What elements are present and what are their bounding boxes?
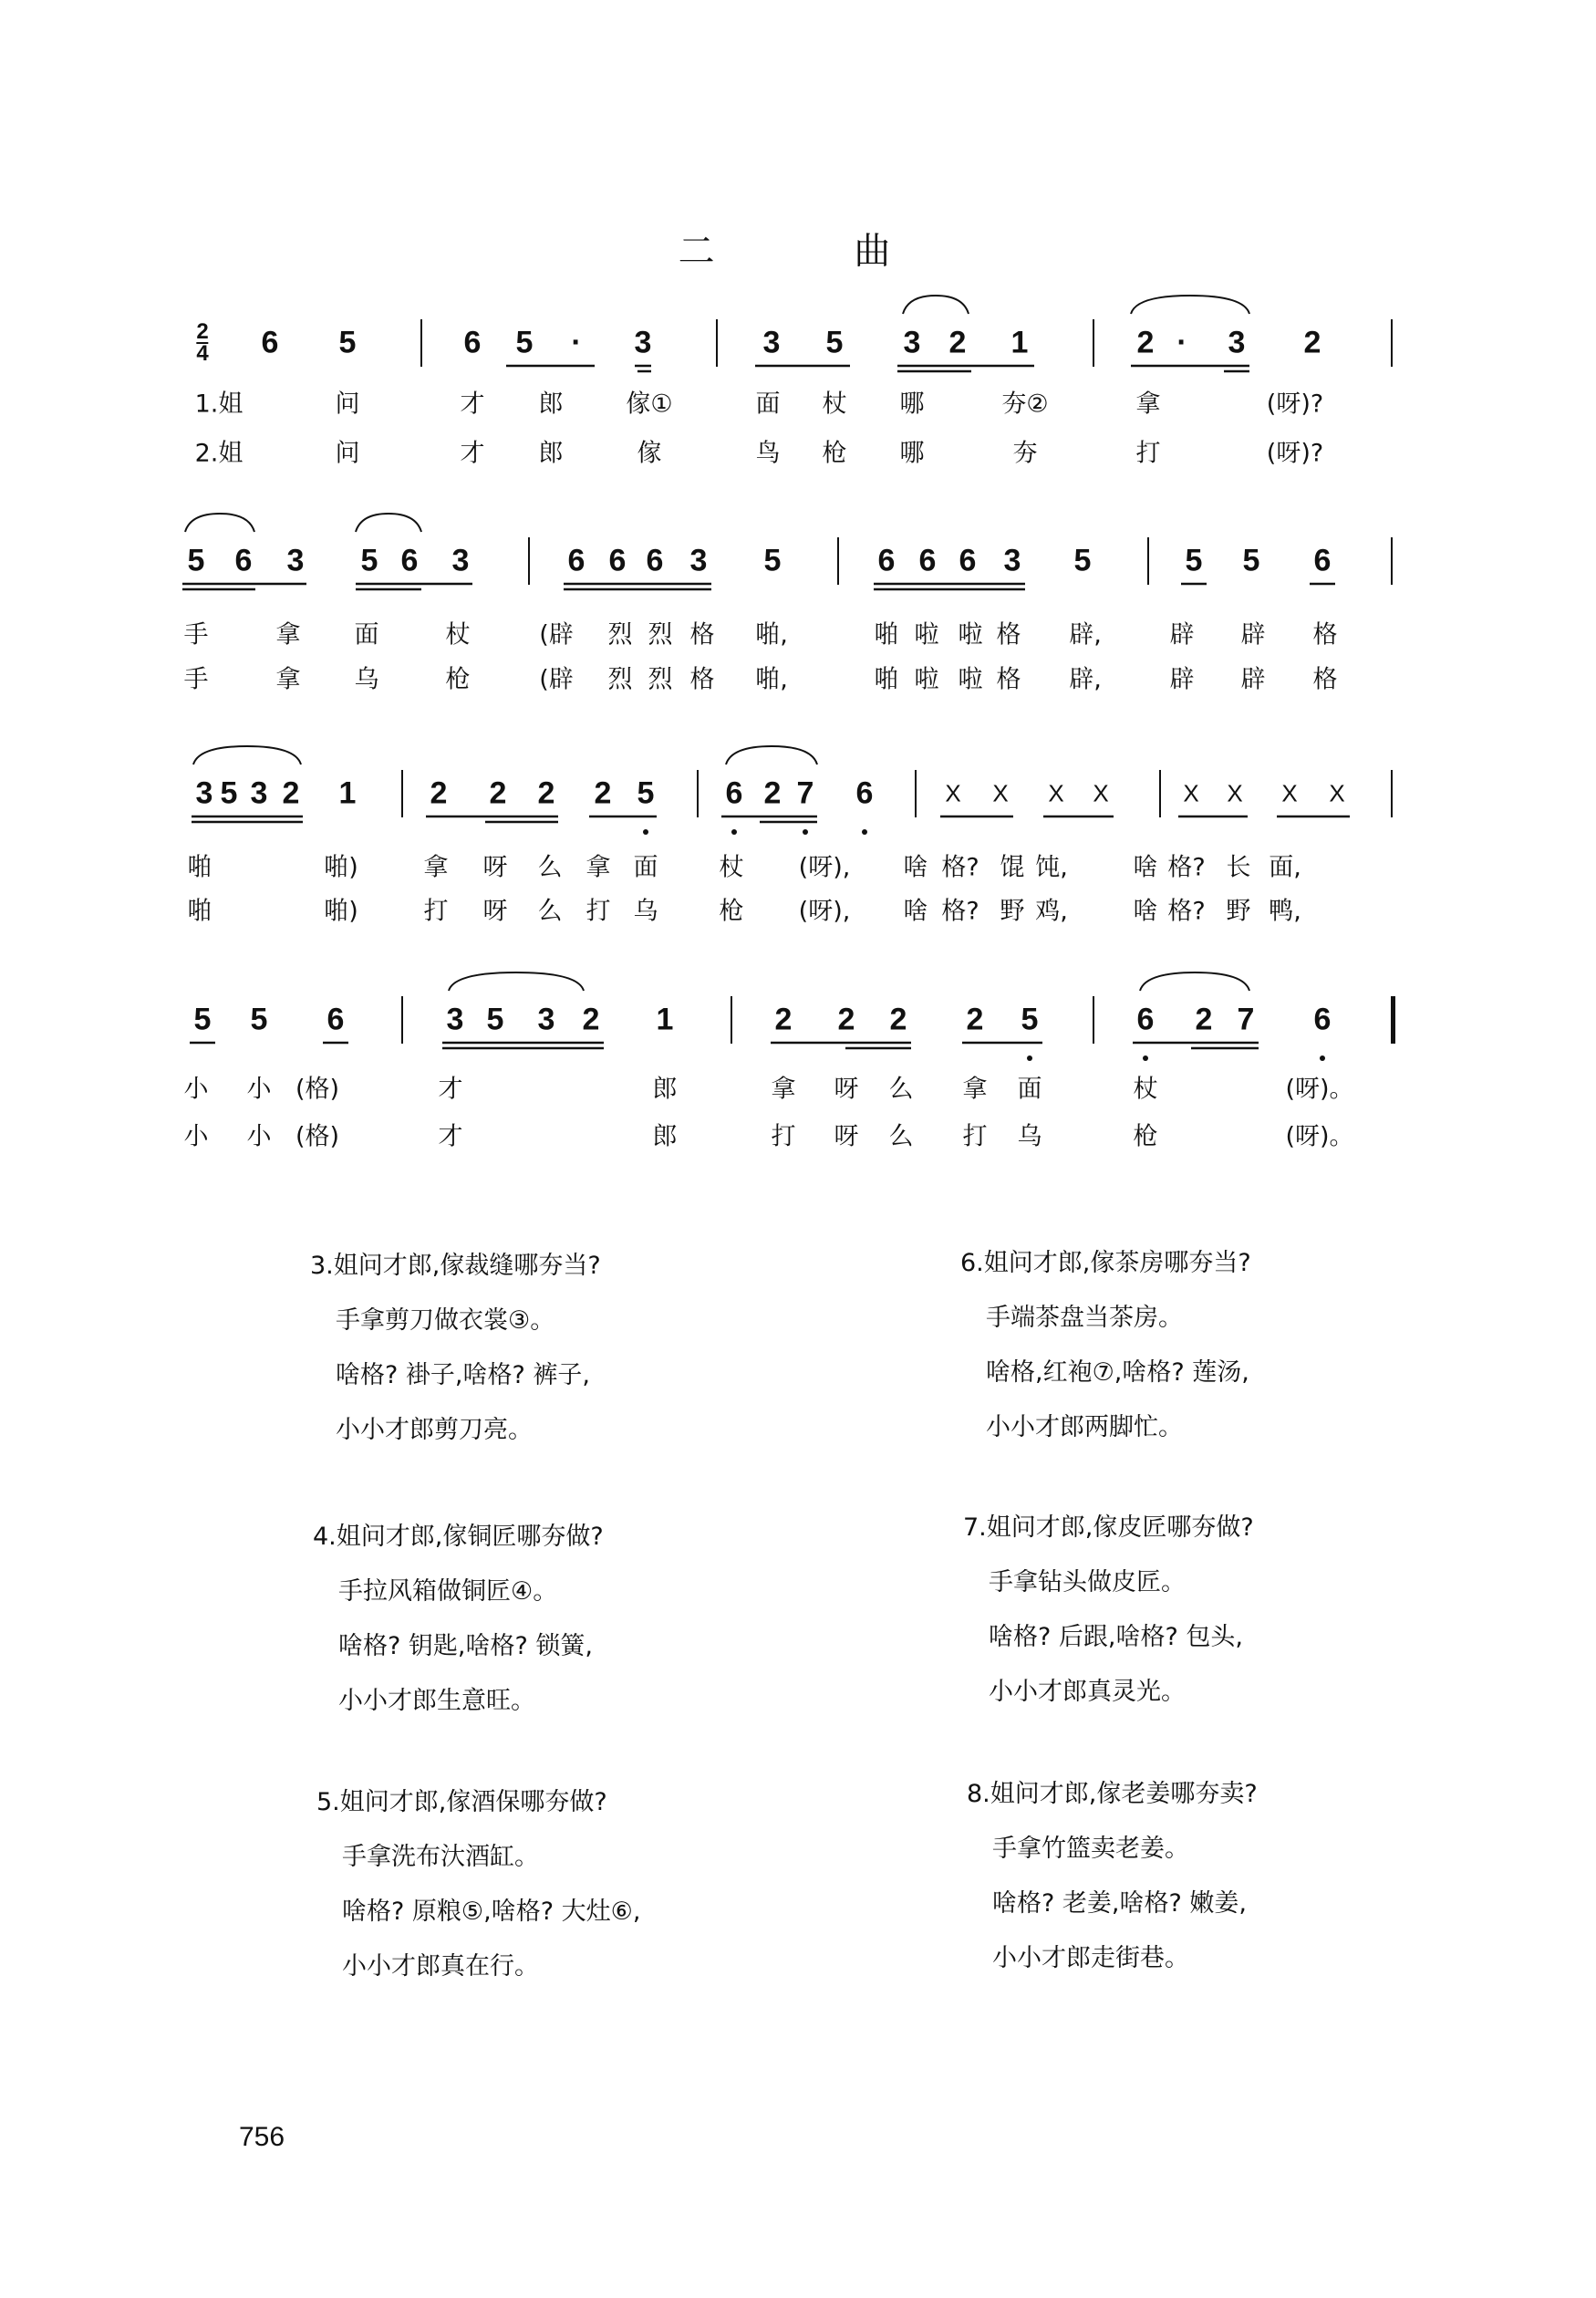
lyric-verse-1: 杖	[822, 390, 847, 419]
lyric-verse-1: 啪,	[755, 620, 788, 650]
lyric-verse-2: 手	[183, 665, 209, 694]
lyric-verse-1: 么	[888, 1075, 914, 1104]
note: 6	[1313, 1002, 1332, 1037]
lyric-verse-2: 么	[537, 897, 563, 926]
note: 6	[1136, 1002, 1155, 1037]
lyric-verse-2: 野	[1000, 897, 1025, 926]
lyric-verse-2: 2.姐	[194, 439, 244, 468]
note: 3	[250, 775, 268, 811]
note: X	[1329, 779, 1345, 807]
low-octave-dot	[1143, 1055, 1148, 1061]
lyric-verse-1: 郎	[538, 390, 564, 419]
low-octave-dot	[1320, 1055, 1325, 1061]
lyric-verse-1: 小	[246, 1075, 272, 1104]
lyric-verse-2: 格?	[1167, 897, 1206, 926]
verse-line: 4.姐问才郎,傢铜匠哪夯做?	[313, 1523, 604, 1551]
dot-extension: ·	[571, 325, 582, 360]
lyric-verse-1: 郎	[652, 1075, 678, 1104]
note: 6	[725, 775, 743, 811]
lyric-verse-2: 乌	[1017, 1122, 1042, 1151]
lyric-verse-2: 啥	[1133, 897, 1158, 926]
lyric-verse-1: 格?	[1167, 853, 1206, 882]
lyric-verse-2: 小	[183, 1122, 209, 1151]
lyric-verse-1: 1.姐	[194, 390, 244, 419]
dot-extension: ·	[1176, 325, 1187, 360]
lyric-verse-1: 辟	[1240, 620, 1266, 650]
lyric-verse-2: 呀	[482, 897, 508, 926]
low-octave-dot	[731, 829, 737, 835]
lyric-verse-2: (呀)。	[1285, 1122, 1354, 1151]
note: 2	[1303, 325, 1321, 360]
lyric-verse-1: 杖	[719, 853, 744, 882]
lyric-verse-2: 辟	[1169, 665, 1195, 694]
lyric-verse-1: 面	[755, 390, 781, 419]
note: 1	[1010, 325, 1029, 360]
slur	[193, 746, 301, 764]
lyric-verse-1: 么	[537, 853, 563, 882]
lyric-verse-1: 小	[183, 1075, 209, 1104]
verse-line: 小小才郎真灵光。	[989, 1678, 1186, 1706]
verse-6	[960, 1236, 1251, 1455]
verse-5	[316, 1775, 640, 1994]
lyric-verse-2: 郎	[538, 439, 564, 468]
note: 5	[220, 775, 238, 811]
note: 5	[825, 325, 844, 360]
note: 6	[463, 325, 482, 360]
lyric-verse-1: 拿	[275, 620, 301, 650]
note: X	[1281, 779, 1298, 807]
lyric-verse-2: 打	[586, 897, 611, 926]
verse-3	[310, 1239, 601, 1458]
verse-line: 啥格? 褂子,啥格? 裤子,	[336, 1361, 590, 1389]
note: 2	[889, 1002, 907, 1037]
time-signature-bottom: 4	[196, 341, 209, 366]
verse-line: 手拿竹篮卖老姜。	[992, 1835, 1189, 1863]
lyric-verse-2: 啪	[187, 897, 212, 926]
verse-line: 5.姐问才郎,傢酒保哪夯做?	[316, 1788, 607, 1816]
note: 2	[1195, 1002, 1213, 1037]
note: 6	[261, 325, 279, 360]
lyric-verse-2: 拿	[275, 665, 301, 694]
note: 2	[837, 1002, 855, 1037]
lyric-verse-1: 面	[633, 853, 658, 882]
verse-7	[963, 1501, 1254, 1720]
note: 2	[594, 775, 612, 811]
lyric-verse-2: (格)	[295, 1122, 340, 1151]
verse-line: 3.姐问才郎,傢裁缝哪夯当?	[310, 1252, 601, 1280]
lyric-verse-1: 哪	[899, 390, 925, 419]
lyric-verse-1: 拿	[962, 1075, 988, 1104]
note: X	[1048, 779, 1064, 807]
note: 5	[637, 775, 655, 811]
slur	[449, 972, 584, 991]
lyric-verse-2: 辟,	[1069, 665, 1102, 694]
song-title: 二 曲	[678, 230, 955, 273]
low-octave-dot	[1027, 1055, 1032, 1061]
lyric-verse-1: 杖	[445, 620, 471, 650]
note: X	[1227, 779, 1243, 807]
lyric-verse-1: 啥	[1133, 853, 1158, 882]
lyric-verse-1: 傢①	[626, 390, 673, 419]
lyric-verse-1: 啦	[958, 620, 983, 650]
lyric-verse-2: 啪,	[755, 665, 788, 694]
note: 3	[446, 1002, 464, 1037]
low-octave-dot	[643, 829, 648, 835]
lyric-verse-1: 才	[438, 1075, 463, 1104]
note: 7	[1237, 1002, 1255, 1037]
lyric-verse-2: 啪)	[324, 897, 358, 926]
lyric-verse-2: 枪	[822, 439, 847, 468]
note: 6	[326, 1002, 345, 1037]
lyric-verse-1: 呀	[482, 853, 508, 882]
note: 5	[1073, 543, 1092, 578]
lyric-verse-1: 长	[1226, 853, 1251, 882]
note: 2	[966, 1002, 984, 1037]
lyric-verse-2: 啪	[874, 665, 899, 694]
note: 1	[656, 1002, 674, 1037]
lyric-verse-2: 枪	[1133, 1122, 1158, 1151]
lyric-verse-1: (格)	[295, 1075, 340, 1104]
lyric-verse-1: 馄	[1000, 853, 1025, 882]
note: 3	[1228, 325, 1246, 360]
lyric-verse-2: 枪	[445, 665, 471, 694]
note: 2	[489, 775, 507, 811]
note: 6	[608, 543, 627, 578]
lyric-verse-1: 饨,	[1035, 853, 1068, 882]
low-octave-dot	[803, 829, 808, 835]
lyric-verse-2: 夯	[1012, 439, 1038, 468]
lyric-verse-2: 格	[1312, 665, 1338, 694]
lyric-verse-2: 烈	[607, 665, 633, 694]
verse-line: 啥格? 钥匙,啥格? 锁簧,	[338, 1632, 593, 1660]
note: X	[945, 779, 961, 807]
verse-line: 小小才郎生意旺。	[338, 1687, 535, 1715]
verse-8	[967, 1767, 1258, 1986]
lyric-verse-1: 夯②	[1001, 390, 1049, 419]
lyric-verse-2: 傢	[637, 439, 662, 468]
verse-line: 8.姐问才郎,傢老姜哪夯卖?	[967, 1780, 1258, 1808]
lyric-verse-2: 辟	[1240, 665, 1266, 694]
lyric-verse-2: 乌	[354, 665, 379, 694]
note: 6	[877, 543, 896, 578]
lyric-verse-1: 面,	[1269, 853, 1301, 882]
lyric-verse-2: 才	[438, 1122, 463, 1151]
verse-line: 手拿钻头做皮匠。	[989, 1568, 1186, 1596]
lyric-verse-2: 小	[246, 1122, 272, 1151]
lyric-verse-2: 才	[460, 439, 485, 468]
lyric-verse-1: 辟	[1169, 620, 1195, 650]
lyric-verse-2: 打	[962, 1122, 988, 1151]
slur	[726, 746, 817, 764]
note: 3	[689, 543, 708, 578]
note: 6	[234, 543, 253, 578]
lyric-verse-1: 格	[996, 620, 1021, 650]
lyric-verse-1: 拿	[586, 853, 611, 882]
lyric-verse-1: 呀	[834, 1075, 859, 1104]
slur	[903, 296, 969, 314]
note: 3	[634, 325, 652, 360]
note: 6	[400, 543, 419, 578]
note: 6	[1313, 543, 1332, 578]
note: 7	[796, 775, 814, 811]
verse-line: 手拿剪刀做衣裳③。	[336, 1306, 555, 1335]
lyric-verse-1: 杖	[1133, 1075, 1158, 1104]
note: 2	[582, 1002, 600, 1037]
lyric-verse-2: 烈	[648, 665, 673, 694]
time-signature-top: 2	[196, 319, 209, 344]
note: 3	[195, 775, 213, 811]
lyric-verse-1: 烈	[648, 620, 673, 650]
lyric-verse-2: 啥	[903, 897, 928, 926]
lyric-verse-1: 啪)	[324, 853, 358, 882]
lyric-verse-1: 问	[335, 390, 360, 419]
note: 5	[1185, 543, 1203, 578]
note: 2	[430, 775, 448, 811]
lyric-verse-2: 问	[335, 439, 360, 468]
lyric-verse-1: (辟	[539, 620, 574, 650]
lyric-verse-1: 啦	[914, 620, 939, 650]
lyric-verse-2: 枪	[719, 897, 744, 926]
verse-line: 啥格? 后跟,啥格? 包头,	[989, 1623, 1243, 1651]
note: 6	[646, 543, 664, 578]
lyric-verse-2: 乌	[633, 897, 658, 926]
verse-line: 手拉风箱做铜匠④。	[338, 1577, 558, 1606]
note: 6	[918, 543, 937, 578]
verse-line: 小小才郎两脚忙。	[986, 1413, 1183, 1441]
lyric-verse-1: (呀)?	[1266, 390, 1324, 419]
lyric-verse-1: 拿	[423, 853, 449, 882]
lyric-verse-1: 烈	[607, 620, 633, 650]
note: 5	[763, 543, 782, 578]
note: 2	[537, 775, 555, 811]
lyric-verse-1: 面	[354, 620, 379, 650]
lyric-verse-2: 郎	[652, 1122, 678, 1151]
note: 5	[187, 543, 205, 578]
lyric-verse-2: 打	[423, 897, 449, 926]
slur	[185, 514, 254, 532]
note: 2	[1136, 325, 1155, 360]
note: 1	[338, 775, 357, 811]
lyric-verse-1: 啥	[903, 853, 928, 882]
note: 5	[515, 325, 534, 360]
note: 5	[250, 1002, 268, 1037]
note: 3	[286, 543, 305, 578]
slur	[1131, 296, 1249, 314]
verse-line: 手端茶盘当茶房。	[986, 1304, 1183, 1332]
lyric-verse-2: 野	[1226, 897, 1251, 926]
note: X	[992, 779, 1009, 807]
note: 5	[486, 1002, 504, 1037]
note: 2	[948, 325, 967, 360]
verse-line: 小小才郎走街巷。	[992, 1944, 1189, 1972]
lyric-verse-2: 啦	[958, 665, 983, 694]
note: 2	[774, 1002, 793, 1037]
lyric-verse-1: 啪	[874, 620, 899, 650]
slur	[1140, 972, 1249, 991]
lyric-verse-2: 么	[888, 1122, 914, 1151]
lyric-verse-2: 啦	[914, 665, 939, 694]
lyric-verse-1: 啪	[187, 853, 212, 882]
verse-line: 小小才郎剪刀亮。	[336, 1416, 533, 1444]
lyric-verse-1: 面	[1017, 1075, 1042, 1104]
note: 2	[282, 775, 300, 811]
lyric-verse-2: 哪	[899, 439, 925, 468]
lyric-verse-2: 格	[996, 665, 1021, 694]
lyric-verse-1: (呀),	[798, 853, 851, 882]
note: X	[1183, 779, 1199, 807]
page-number: 756	[239, 2122, 285, 2152]
note: 5	[1242, 543, 1260, 578]
verse-line: 啥格,红袍⑦,啥格? 莲汤,	[986, 1358, 1249, 1387]
verse-4	[313, 1510, 604, 1729]
lyric-verse-2: 鸭,	[1269, 897, 1301, 926]
lyric-verse-1: 辟,	[1069, 620, 1102, 650]
lyric-verse-1: 格	[689, 620, 715, 650]
verse-line: 7.姐问才郎,傢皮匠哪夯做?	[963, 1513, 1254, 1542]
lyric-verse-2: (呀),	[798, 897, 851, 926]
verse-line: 啥格? 老姜,啥格? 嫩姜,	[992, 1889, 1247, 1918]
lyric-verse-2: 呀	[834, 1122, 859, 1151]
note: 6	[567, 543, 586, 578]
note: 3	[537, 1002, 555, 1037]
note: 5	[1021, 1002, 1039, 1037]
note: 2	[763, 775, 782, 811]
lyric-verse-2: 鸟	[755, 439, 781, 468]
verse-line: 手拿洗布汏酒缸。	[342, 1843, 539, 1871]
low-octave-dot	[862, 829, 867, 835]
lyric-verse-1: 格	[1312, 620, 1338, 650]
verse-line: 6.姐问才郎,傢茶房哪夯当?	[960, 1249, 1251, 1277]
slur	[356, 514, 421, 532]
verse-line: 小小才郎真在行。	[342, 1952, 539, 1981]
note: 3	[1003, 543, 1021, 578]
lyric-verse-1: 手	[183, 620, 209, 650]
note: 5	[338, 325, 357, 360]
note: 5	[360, 543, 378, 578]
lyric-verse-1: 格?	[941, 853, 979, 882]
lyric-verse-1: 拿	[771, 1075, 796, 1104]
note: 6	[959, 543, 977, 578]
lyric-verse-2: (辟	[539, 665, 574, 694]
verse-line: 啥格? 原粮⑤,啥格? 大灶⑥,	[342, 1898, 641, 1926]
note: 3	[762, 325, 781, 360]
lyric-verse-2: 格?	[941, 897, 979, 926]
note: 5	[193, 1002, 212, 1037]
note: 6	[855, 775, 874, 811]
lyric-verse-1: (呀)。	[1285, 1075, 1354, 1104]
note: 3	[451, 543, 470, 578]
lyric-verse-2: 打	[771, 1122, 796, 1151]
lyric-verse-2: 鸡,	[1035, 897, 1068, 926]
lyric-verse-2: (呀)?	[1266, 439, 1324, 468]
note: X	[1093, 779, 1109, 807]
lyric-verse-2: 打	[1135, 439, 1161, 468]
lyric-verse-2: 格	[689, 665, 715, 694]
note: 3	[903, 325, 921, 360]
lyric-verse-1: 拿	[1135, 390, 1161, 419]
lyric-verse-1: 才	[460, 390, 485, 419]
